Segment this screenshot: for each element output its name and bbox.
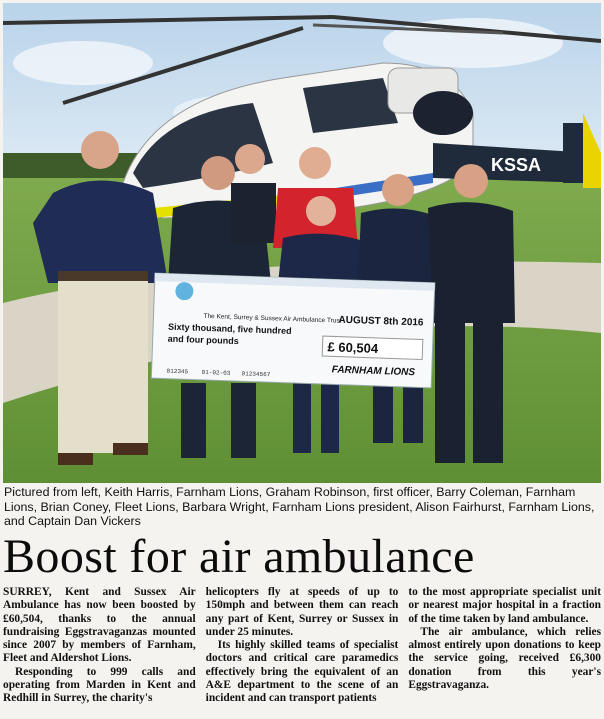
- cheque-signature: FARNHAM LIONS: [331, 364, 416, 379]
- paragraph: Responding to 999 calls and operating from Marden in Kent and Redhill in Surrey, the charity's: [3, 665, 196, 705]
- article-body: [3, 586, 601, 706]
- cheque-payee: The Kent, Surrey & Sussex Air Ambulance Trust: [203, 312, 342, 325]
- photo-caption: Pictured from left, Keith Harris, Farnham Lions, Graham Robinson, first officer, Barry Coleman, Farnham Lions, Brian Coney, Fleet Lions, Barbara Wright, Farnham Lions president, Alison Fairhurst, Farnham Lions, and Captain Dan Vickers: [4, 485, 595, 529]
- cheque-date: AUGUST 8th 2016: [338, 314, 424, 329]
- cheque: [151, 273, 434, 388]
- paragraph: Its highly skilled teams of specialist doctors and critical care paramedics effectively bring the equivalent of an A&E department to the scene of an incident and can transport patients: [205, 639, 399, 705]
- article-column-1: [3, 586, 196, 706]
- cheque-words-line1: Sixty thousand, five hundred: [167, 321, 292, 336]
- cheque-code2: 01-02-03: [201, 368, 231, 377]
- article-column-2: [206, 586, 399, 706]
- tail-text: KSSA: [491, 155, 542, 175]
- article-column-3: [408, 586, 601, 706]
- news-photo: [3, 3, 601, 483]
- paragraph: helicopters fly at speeds of up to 150mph and between them can reach any part of Kent, Surrey or Sussex in under 25 minutes.: [205, 586, 399, 638]
- paragraph: to the most appropriate specialist unit or nearest major hospital in a fraction of the time taken by land ambulance.: [408, 586, 602, 625]
- cheque-code3: 01234567: [241, 370, 271, 379]
- paragraph: The air ambulance, which relies almost entirely upon donations to keep the service going, received £6,300 donation from this year's Eggstravaganza.: [408, 625, 602, 692]
- cheque-code1: 012345: [166, 367, 189, 376]
- cheque-amount: £ 60,504: [327, 339, 379, 356]
- cheque-words-line2: and four pounds: [167, 333, 239, 347]
- paragraph: SURREY, Kent and Sussex Air Ambulance has now been boosted by £60,504, thanks to the annual fundraising Eggstravaganzas mounted since 2007 by members of Farnham, Fleet and Aldershot Lions.: [3, 586, 196, 665]
- headline: Boost for air ambulance: [3, 530, 475, 583]
